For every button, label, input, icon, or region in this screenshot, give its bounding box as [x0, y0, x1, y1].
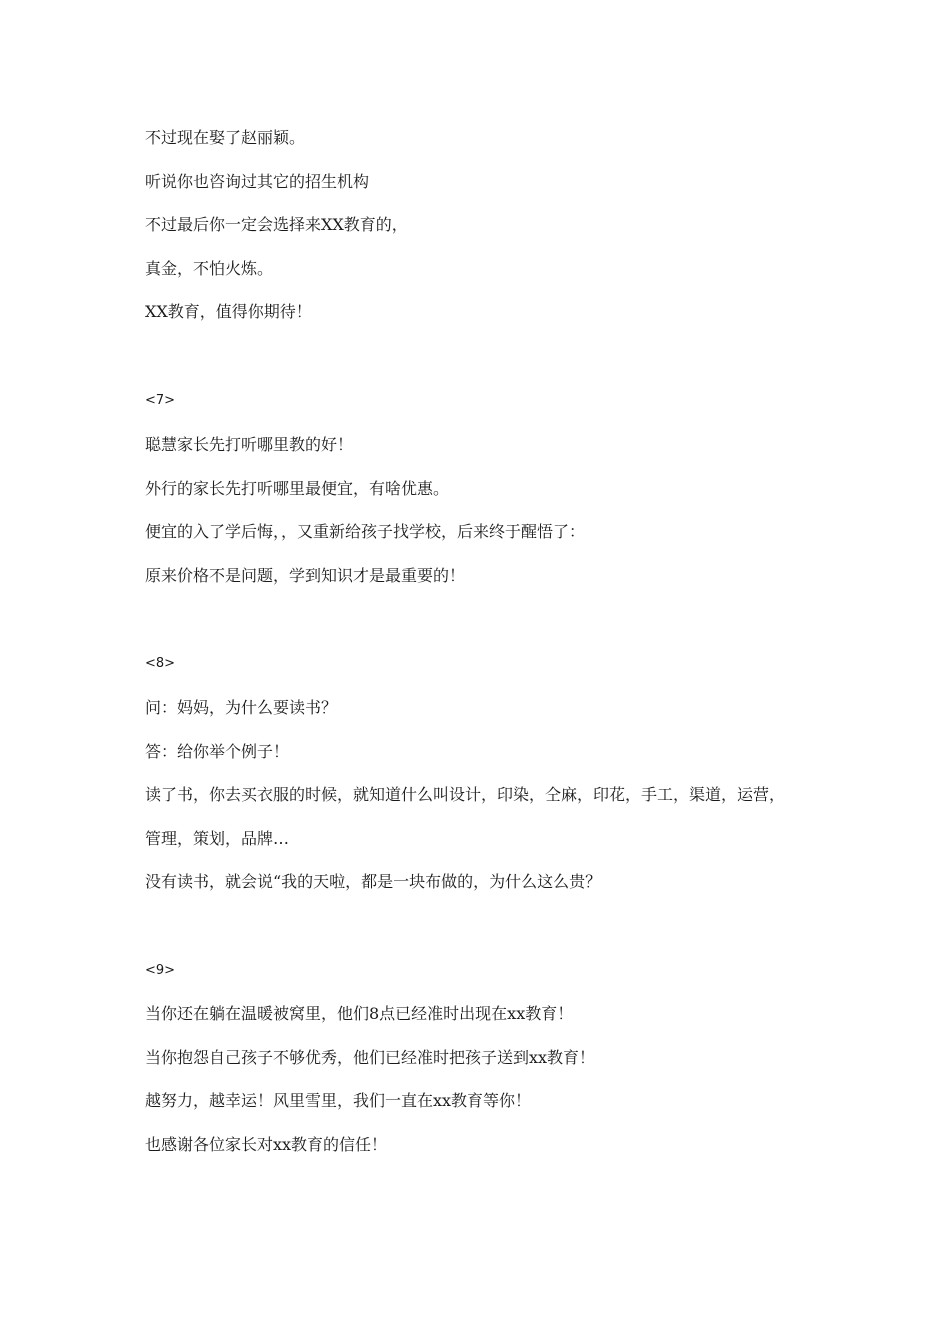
paragraph-line: 问：妈妈，为什么要读书？	[145, 698, 338, 717]
paragraph-line: 原来价格不是问题，学到知识才是最重要的！	[145, 566, 466, 585]
paragraph-line: 聪慧家长先打听哪里教的好！	[145, 435, 354, 454]
paragraph-line: 管理，策划，品牌…	[145, 829, 290, 848]
paragraph-line: XX教育，值得你期待！	[145, 302, 312, 321]
section-marker: <7>	[145, 393, 176, 408]
section-marker: <9>	[145, 963, 176, 978]
paragraph-line: 当你还在躺在温暖被窝里，他们8点已经准时出现在xx教育！	[145, 1004, 574, 1023]
paragraph-line: 听说你也咨询过其它的招生机构	[145, 172, 370, 191]
paragraph-line: 便宜的入了学后悔，，又重新给孩子找学校，后来终于醒悟了：	[145, 522, 586, 541]
paragraph-line: 不过现在娶了赵丽颖。	[145, 128, 306, 147]
paragraph-line: 真金，不怕火炼。	[145, 259, 274, 278]
paragraph-line: 越努力，越幸运！风里雪里，我们一直在xx教育等你！	[145, 1091, 532, 1110]
paragraph-line: 不过最后你一定会选择来XX教育的，	[145, 215, 408, 234]
paragraph-line: 当你抱怨自己孩子不够优秀，他们已经准时把孩子送到xx教育！	[145, 1048, 596, 1067]
paragraph-line: 读了书，你去买衣服的时候，就知道什么叫设计，印染，仝麻，印花，手工，渠道，运营，	[145, 785, 786, 804]
paragraph-line: 外行的家长先打听哪里最便宜，有啥优惠。	[145, 479, 450, 498]
paragraph-line: 没有读书，就会说“我的天啦，都是一块布做的，为什么这么贵？	[145, 872, 602, 891]
paragraph-line: 答：给你举个例子！	[145, 742, 290, 761]
paragraph-line: 也感谢各位家长对xx教育的信任！	[145, 1135, 388, 1154]
section-marker: <8>	[145, 656, 176, 671]
